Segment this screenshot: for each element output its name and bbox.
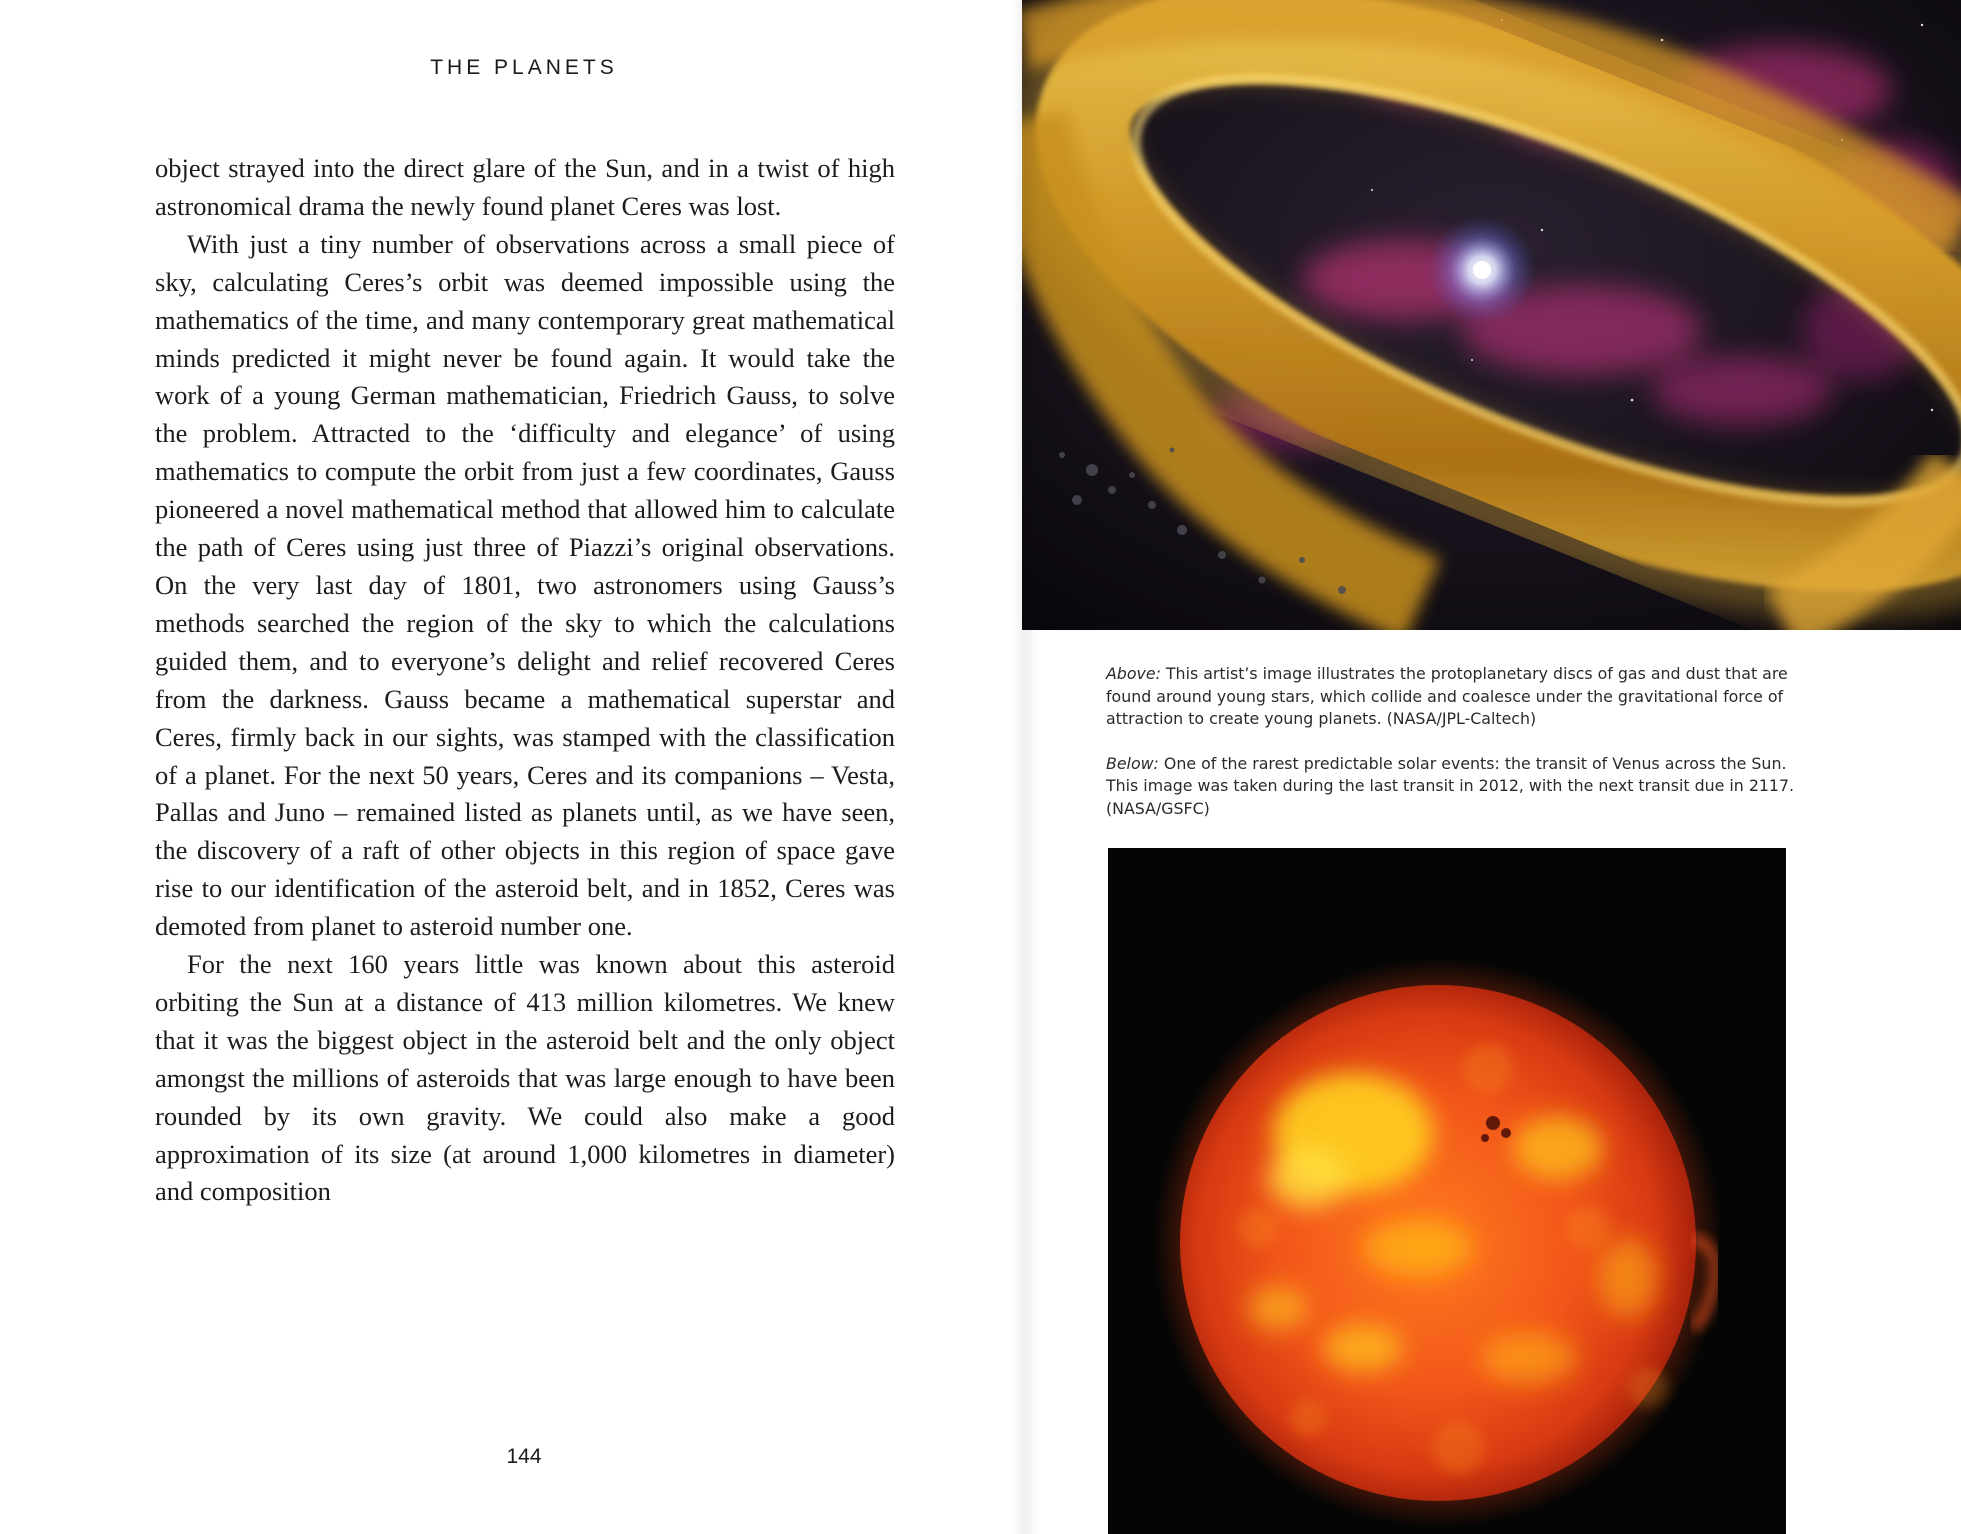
body-text xyxy=(155,150,895,1211)
caption-below xyxy=(1106,753,1811,821)
caption-below-lead: Below: xyxy=(1106,753,1159,773)
caption-above-lead: Above: xyxy=(1106,664,1161,683)
image-captions xyxy=(1106,663,1811,842)
page-number: 144 xyxy=(506,1445,542,1468)
paragraph-1: object strayed into the direct glare of the Sun, and in a twist of high astronomical drama the newly found planet Ceres was lost. xyxy=(155,153,895,221)
caption-above-text: This artist’s image illustrates the protoplanetary discs of gas and dust that are found around young stars, which collide and coalesce under the gravitational force of attraction to create young planets. (NASA/JPL-Caltech) xyxy=(1106,664,1788,728)
transit-of-venus-image xyxy=(1108,848,1786,1534)
paragraph-2: With just a tiny number of observations across a small piece of sky, calculating Ceres’s orbit was deemed impossible using the mathematics of the time, and many contemporary great mathematical minds predicted it might never be found again. It would take the work of a young German mathematician, Friedrich Gauss, to solve the problem. Attracted to the ‘difficulty and elegance’ of using mathematics to compute the orbit from just a few coordinates, Gauss pioneered a novel mathematical method that allowed him to calculate the path of Ceres using just three of Piazzi’s original observations. On the very last day of 1801, two astronomers using Gauss’s methods searched the region of the sky to which the calculations guided them, and to everyone’s delight and relief recovered Ceres from the darkness. Gauss became a mathematical superstar and Ceres, firmly back in our sights, was stamped with the classification of a planet. For the next 50 years, Ceres and its companions – Vesta, Pallas and Juno – remained listed as planets until, as we have seen, the discovery of a raft of other objects in this region of space gave rise to our identification of the asteroid belt, and in 1852, Ceres was demoted from planet to asteroid number one. xyxy=(155,228,895,942)
running-head: THE PLANETS xyxy=(430,56,618,79)
paragraph-3: For the next 160 years little was known about this asteroid orbiting the Sun at a distance of 413 million kilometres. We knew that it was the biggest object in the asteroid belt and the only object amongst the millions of asteroids that was large enough to have been rounded by its own gravity. We could also make a good approximation of its size (at around 1,000 kilometres in diameter) and composition xyxy=(155,949,895,1207)
sun-with-venus-illustration xyxy=(1108,848,1786,1534)
gutter-shadow xyxy=(1010,0,1040,1534)
protoplanetary-disc-image xyxy=(1022,0,1961,630)
caption-below-text: One of the rarest predictable solar events: the transit of Venus across the Sun. This image was taken during the last transit in 2012, with the next transit due in 2117. (NASA/GSFC) xyxy=(1106,753,1795,818)
protoplanetary-disc-illustration xyxy=(1022,0,1961,630)
caption-above xyxy=(1106,663,1811,731)
